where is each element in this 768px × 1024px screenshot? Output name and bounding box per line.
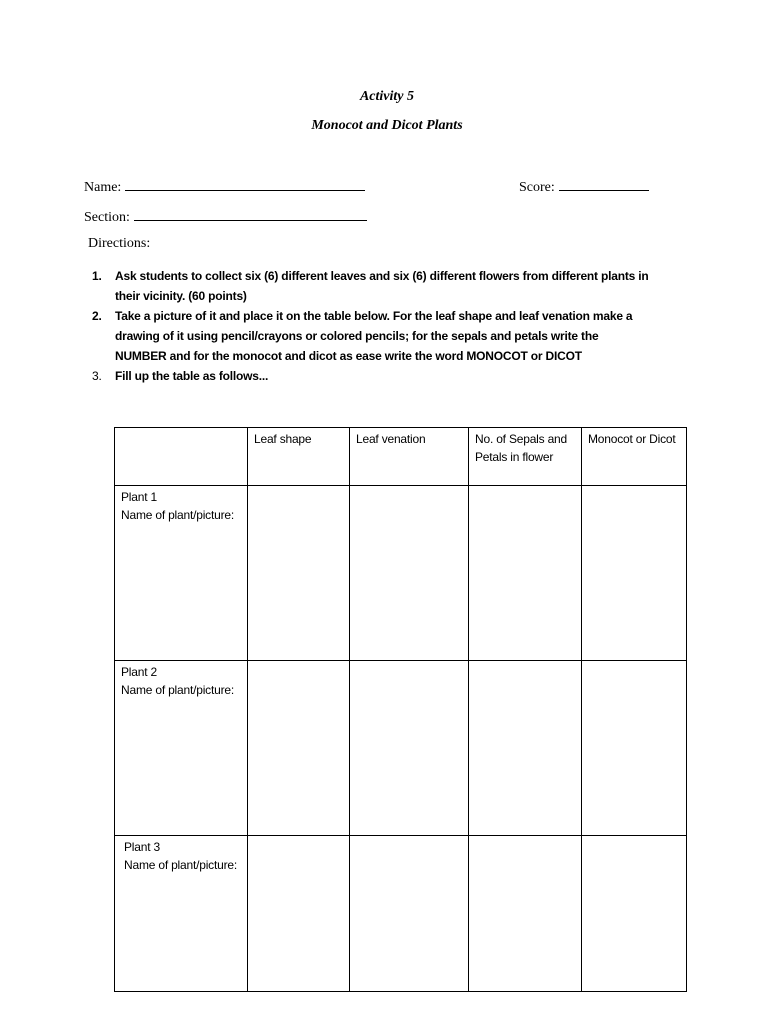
direction-item: [92, 306, 652, 366]
direction-number: 2.: [92, 309, 102, 323]
leaf-shape-cell[interactable]: [248, 486, 350, 661]
leaf-shape-cell[interactable]: [248, 835, 350, 991]
section-label: Section:: [84, 210, 130, 225]
direction-item: [92, 266, 652, 306]
direction-text: Take a picture of it and place it on the table below. For the leaf shape and leaf venation make a drawing of it using pencil/crayons or colored pencils; for the sepals and petals write the NUMBER and for the monocot and dicot as ease write the word MONOCOT or DICOT: [115, 309, 633, 363]
plant-cell[interactable]: [115, 835, 248, 991]
plant-name-label: Name of plant/picture:: [121, 508, 234, 523]
plant-table: [114, 427, 687, 992]
table-row: [115, 835, 687, 991]
section-field[interactable]: [84, 206, 367, 226]
score-field[interactable]: [519, 176, 649, 196]
table-header-row: [115, 428, 687, 486]
sepals-petals-cell[interactable]: [469, 486, 582, 661]
sepals-petals-cell[interactable]: [469, 661, 582, 835]
activity-title: Activity 5: [359, 89, 415, 104]
plant-label: Plant 3: [124, 839, 160, 854]
monocot-dicot-cell[interactable]: [582, 835, 687, 991]
table-header-cell: Leaf venation: [350, 428, 469, 486]
activity-subtitle: Monocot and Dicot Plants: [311, 118, 463, 133]
table-row: [115, 661, 687, 835]
direction-number: 1.: [92, 269, 102, 283]
leaf-venation-cell[interactable]: [350, 486, 469, 661]
name-field[interactable]: [84, 176, 365, 196]
plant-label: Plant 1: [121, 490, 157, 505]
directions-list: [92, 266, 652, 386]
table-header-cell: Leaf shape: [248, 428, 350, 486]
leaf-venation-cell[interactable]: [350, 661, 469, 835]
direction-text: Ask students to collect six (6) different leaves and six (6) different flowers from different plants in their vicinity. (60 points): [115, 269, 649, 303]
direction-number: 3.: [92, 369, 102, 383]
sepals-petals-cell[interactable]: [469, 835, 582, 991]
monocot-dicot-cell[interactable]: [582, 661, 687, 835]
leaf-venation-cell[interactable]: [350, 835, 469, 991]
plant-label: Plant 2: [121, 665, 157, 680]
name-label: Name:: [84, 180, 122, 195]
plant-name-label: Name of plant/picture:: [124, 857, 237, 872]
name-blank-line[interactable]: [125, 176, 365, 191]
directions-label: Directions:: [88, 236, 151, 251]
table-row: [115, 486, 687, 661]
direction-item: [92, 366, 652, 386]
score-blank-line[interactable]: [559, 176, 649, 191]
direction-text: Fill up the table as follows...: [115, 369, 269, 383]
section-blank-line[interactable]: [134, 206, 367, 221]
score-label: Score:: [519, 180, 555, 195]
table-header-cell: No. of Sepals and Petals in flower: [469, 428, 582, 486]
plant-cell[interactable]: [115, 486, 248, 661]
table-header-cell: [115, 428, 248, 486]
leaf-shape-cell[interactable]: [248, 661, 350, 835]
table-header-cell: Monocot or Dicot: [582, 428, 687, 486]
plant-cell[interactable]: [115, 661, 248, 835]
monocot-dicot-cell[interactable]: [582, 486, 687, 661]
plant-name-label: Name of plant/picture:: [121, 683, 234, 698]
